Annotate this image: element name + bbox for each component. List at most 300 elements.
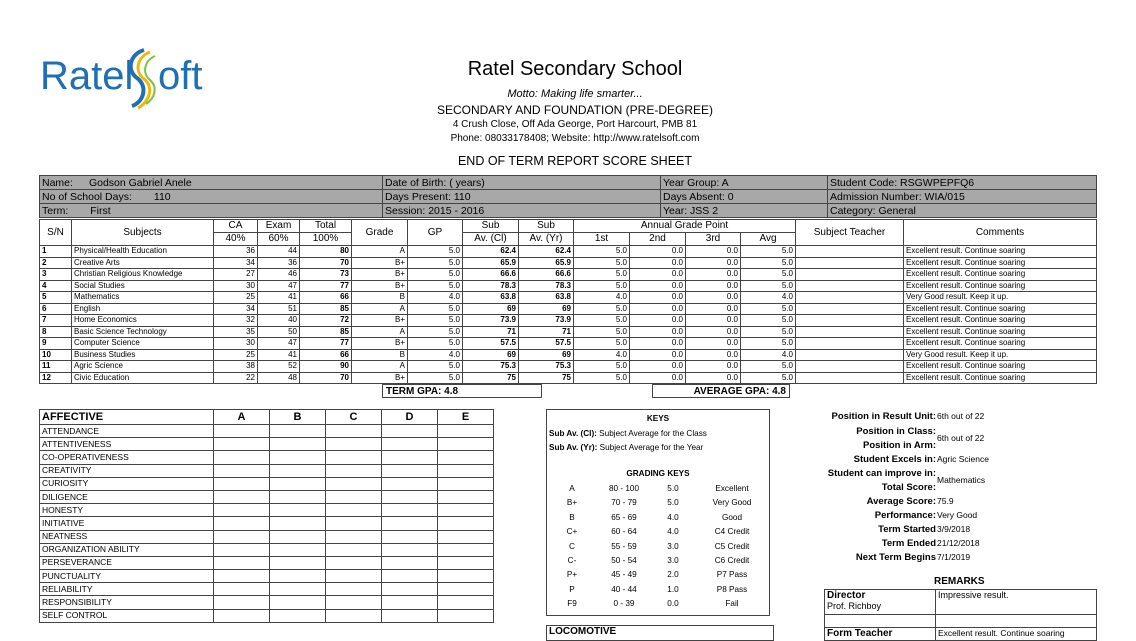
cell-gp: 5.0: [408, 315, 463, 327]
grade-range: 70 - 79: [611, 498, 637, 508]
cell-subject-teacher: [796, 292, 904, 304]
grade-key-row: [547, 542, 769, 551]
affective-rating-cell: [382, 438, 438, 451]
affective-rating-cell: [270, 570, 326, 583]
affective-rating-cell: [382, 477, 438, 490]
director-remark: Impressive result.: [936, 590, 1097, 615]
cell-subject: Basic Science Technology: [72, 326, 214, 338]
remarks-table: [824, 589, 1097, 641]
affective-rating-cell: [326, 464, 382, 477]
cell-exam: 41: [258, 349, 300, 361]
cell-agp-1st: 5.0: [574, 315, 630, 327]
cell-agp-avg: 4.0: [741, 349, 796, 361]
affective-trait: ATTENTIVENESS: [40, 438, 214, 451]
affective-rating-cell: [270, 596, 326, 609]
cell-sub-av-yr: 69: [519, 349, 574, 361]
cell-total: 90: [300, 361, 352, 373]
affective-col-header: C: [326, 410, 382, 425]
days-present: Days Present: 110: [383, 190, 661, 204]
cell-subject: English: [72, 303, 214, 315]
score-table: [39, 219, 1097, 384]
cell-agp-1st: 5.0: [574, 257, 630, 269]
cell-subject-teacher: [796, 349, 904, 361]
cell-grade: B: [352, 292, 408, 304]
cell-grade: B+: [352, 372, 408, 384]
director-label: Director: [827, 590, 866, 601]
keys-line-2: Sub Av. (Yr): Subject Average for the Year: [549, 443, 704, 452]
keys-title: KEYS: [646, 414, 670, 423]
cell-exam: 47: [258, 280, 300, 292]
affective-row: [40, 530, 494, 543]
grade-point: 4.0: [667, 512, 679, 522]
affective-trait: SELF CONTROL: [40, 609, 214, 622]
cell-agp-avg: 5.0: [741, 257, 796, 269]
cell-subject-teacher: [796, 361, 904, 373]
affective-rating-cell: [382, 530, 438, 543]
cell-agp-1st: 5.0: [574, 326, 630, 338]
cell-agp-3rd: 0.0: [686, 246, 741, 258]
cell-agp-1st: 5.0: [574, 338, 630, 350]
cell-agp-avg: 5.0: [741, 338, 796, 350]
cell-total: 73: [300, 269, 352, 281]
logo-graphic: [40, 44, 220, 114]
cell-subject: Mathematics: [72, 292, 214, 304]
affective-rating-cell: [214, 425, 270, 438]
affective-rating-cell: [214, 609, 270, 622]
cell-sub-av-cl: 62.4: [463, 246, 519, 258]
col-total: Total: [300, 220, 352, 233]
cell-sub-av-cl: 63.8: [463, 292, 519, 304]
cell-subject: Civic Education: [72, 372, 214, 384]
col-comments: Comments: [904, 220, 1097, 246]
col-subjects: Subjects: [72, 220, 214, 246]
ratelsoft-logo: [40, 44, 220, 114]
term-gpa: TERM GPA: 4.8: [383, 385, 542, 398]
grade-desc: C4 Credit: [714, 527, 750, 537]
cell-total: 66: [300, 292, 352, 304]
year: Year: JSS 2: [661, 204, 828, 218]
cell-subject-teacher: [796, 315, 904, 327]
affective-rating-cell: [214, 570, 270, 583]
cell-sub-av-cl: 69: [463, 349, 519, 361]
grade-range: 45 - 49: [611, 570, 637, 580]
col-ca-pct: 40%: [214, 233, 258, 246]
affective-rating-cell: [270, 490, 326, 503]
subject-row: [40, 315, 1097, 327]
col-exam-pct: 60%: [258, 233, 300, 246]
affective-rating-cell: [326, 490, 382, 503]
cell-subject-teacher: [796, 269, 904, 281]
affective-rating-cell: [214, 464, 270, 477]
grade-letter: C+: [566, 527, 578, 537]
affective-rating-cell: [214, 596, 270, 609]
cell-agp-2nd: 0.0: [630, 315, 686, 327]
school-days-cell: No of School Days: 110: [40, 190, 383, 204]
cell-comment: Excellent result. Continue soaring: [904, 280, 1097, 292]
cell-total: 85: [300, 326, 352, 338]
subject-row: [40, 280, 1097, 292]
affective-rating-cell: [270, 425, 326, 438]
cell-sub-av-yr: 69: [519, 303, 574, 315]
col-gp: GP: [408, 220, 463, 246]
affective-rating-cell: [270, 517, 326, 530]
grade-letter: P: [569, 584, 575, 594]
affective-rating-cell: [326, 451, 382, 464]
cell-ca: 22: [214, 372, 258, 384]
cell-ca: 35: [214, 326, 258, 338]
school-motto: Motto: Making life smarter...: [507, 88, 643, 100]
cell-subject: Computer Science: [72, 338, 214, 350]
affective-rating-cell: [326, 530, 382, 543]
logo-text-left: Ratel: [40, 54, 134, 98]
affective-rating-cell: [438, 530, 494, 543]
grade-desc: P7 Pass: [716, 570, 748, 580]
cell-sn: 3: [40, 269, 72, 281]
cell-agp-avg: 5.0: [741, 315, 796, 327]
school-address: 4 Crush Close, Off Ada George, Port Harcourt, PMB 81: [452, 119, 698, 130]
report-title: END OF TERM REPORT SCORE SHEET: [457, 154, 693, 168]
cell-gp: 4.0: [408, 349, 463, 361]
affective-rating-cell: [438, 609, 494, 622]
cell-gp: 4.0: [408, 292, 463, 304]
category: Category: General: [828, 204, 1097, 218]
cell-subject: Physical/Health Education: [72, 246, 214, 258]
cell-agp-2nd: 0.0: [630, 303, 686, 315]
affective-row: [40, 543, 494, 556]
cell-agp-2nd: 0.0: [630, 292, 686, 304]
affective-rating-cell: [214, 530, 270, 543]
affective-rating-cell: [382, 570, 438, 583]
cell-comment: Very Good result. Keep it up.: [904, 292, 1097, 304]
cell-subject: Creative Arts: [72, 257, 214, 269]
grade-range: 65 - 69: [611, 512, 637, 522]
cell-subject-teacher: [796, 280, 904, 292]
subject-row: [40, 349, 1097, 361]
cell-total: 66: [300, 349, 352, 361]
cell-sub-av-cl: 57.5: [463, 338, 519, 350]
cell-sn: 11: [40, 361, 72, 373]
affective-trait: HONESTY: [40, 504, 214, 517]
affective-rating-cell: [270, 556, 326, 569]
affective-rating-cell: [438, 517, 494, 530]
cell-subject-teacher: [796, 246, 904, 258]
affective-rating-cell: [438, 464, 494, 477]
affective-rating-cell: [326, 517, 382, 530]
cell-comment: Very Good result. Keep it up.: [904, 349, 1097, 361]
col-sn: S/N: [40, 220, 72, 246]
affective-rating-cell: [270, 530, 326, 543]
affective-rating-cell: [382, 609, 438, 622]
cell-exam: 47: [258, 338, 300, 350]
affective-rating-cell: [214, 543, 270, 556]
cell-gp: 5.0: [408, 280, 463, 292]
cell-exam: 46: [258, 269, 300, 281]
grade-point: 2.0: [667, 570, 679, 580]
affective-col-header: E: [438, 410, 494, 425]
affective-rating-cell: [382, 517, 438, 530]
grade-range: 50 - 54: [611, 556, 637, 565]
director-name: Prof. Richboy: [827, 601, 882, 611]
affective-rating-cell: [214, 583, 270, 596]
grade-key-row: [547, 556, 769, 565]
grade-letter: B+: [566, 498, 578, 508]
cell-agp-3rd: 0.0: [686, 280, 741, 292]
cell-ca: 30: [214, 280, 258, 292]
director-cell: [825, 590, 936, 615]
cell-agp-3rd: 0.0: [686, 315, 741, 327]
cell-sn: 1: [40, 246, 72, 258]
cell-sub-av-yr: 66.6: [519, 269, 574, 281]
affective-row: [40, 438, 494, 451]
subject-row: [40, 292, 1097, 304]
grade-key-row: [547, 513, 769, 522]
subject-row: [40, 257, 1097, 269]
grade-point: 3.0: [667, 541, 679, 551]
cell-sn: 6: [40, 303, 72, 315]
logo-text-right: oft: [158, 54, 203, 98]
grade-point: 1.0: [667, 584, 679, 594]
cell-grade: A: [352, 361, 408, 373]
cell-comment: Excellent result. Continue soaring: [904, 326, 1097, 338]
grade-key-row: [547, 527, 769, 536]
affective-rating-cell: [326, 583, 382, 596]
affective-rating-cell: [214, 451, 270, 464]
keys-box: [546, 409, 770, 616]
cell-agp-avg: 5.0: [741, 280, 796, 292]
grade-key-row: [547, 599, 769, 608]
col-annual-grade-point: Annual Grade Point: [574, 220, 796, 233]
affective-rating-cell: [438, 543, 494, 556]
grading-keys-title: GRADING KEYS: [626, 469, 690, 478]
form-teacher-label: Form Teacher: [825, 628, 936, 641]
cell-agp-2nd: 0.0: [630, 361, 686, 373]
affective-rating-cell: [270, 451, 326, 464]
cell-agp-3rd: 0.0: [686, 338, 741, 350]
cell-agp-2nd: 0.0: [630, 280, 686, 292]
cell-gp: 5.0: [408, 269, 463, 281]
affective-trait: NEATNESS: [40, 530, 214, 543]
affective-rating-cell: [382, 596, 438, 609]
affective-row: [40, 609, 494, 622]
affective-rating-cell: [438, 451, 494, 464]
admission-number: Admission Number: WIA/015: [828, 190, 1097, 204]
affective-col-header: B: [270, 410, 326, 425]
affective-rating-cell: [438, 556, 494, 569]
grade-letter: C: [569, 541, 575, 551]
cell-agp-2nd: 0.0: [630, 338, 686, 350]
cell-comment: Excellent result. Continue soaring: [904, 269, 1097, 281]
affective-trait: PUNCTUALITY: [40, 570, 214, 583]
cell-exam: 50: [258, 326, 300, 338]
cell-agp-3rd: 0.0: [686, 326, 741, 338]
cell-exam: 40: [258, 315, 300, 327]
affective-rating-cell: [270, 609, 326, 622]
cell-total: 85: [300, 303, 352, 315]
cell-subject: Social Studies: [72, 280, 214, 292]
subject-row: [40, 372, 1097, 384]
cell-agp-avg: 5.0: [741, 303, 796, 315]
col-avg: Avg: [741, 233, 796, 246]
grade-point: 5.0: [667, 484, 679, 493]
cell-sub-av-yr: 75.3: [519, 361, 574, 373]
affective-rating-cell: [214, 556, 270, 569]
school-contact: Phone: 08033178408; Website: http://www.ratelsoft.com: [450, 133, 700, 144]
affective-rating-cell: [326, 570, 382, 583]
cell-ca: 25: [214, 349, 258, 361]
affective-trait: INITIATIVE: [40, 517, 214, 530]
affective-rating-cell: [326, 504, 382, 517]
affective-row: [40, 464, 494, 477]
affective-rating-cell: [326, 477, 382, 490]
cell-ca: 36: [214, 246, 258, 258]
session: Session: 2015 - 2016: [383, 204, 661, 218]
cell-sub-av-yr: 71: [519, 326, 574, 338]
affective-rating-cell: [382, 425, 438, 438]
col-total-pct: 100%: [300, 233, 352, 246]
col-2nd: 2nd: [630, 233, 686, 246]
remarks-title: REMARKS: [934, 576, 985, 587]
cell-gp: 5.0: [408, 361, 463, 373]
cell-sub-av-cl: 73.9: [463, 315, 519, 327]
affective-rating-cell: [382, 583, 438, 596]
affective-rating-cell: [326, 556, 382, 569]
affective-col-header: A: [214, 410, 270, 425]
affective-header-row: [40, 410, 494, 425]
affective-col-header: D: [382, 410, 438, 425]
term-cell: Term: First: [40, 204, 383, 218]
affective-rating-cell: [214, 504, 270, 517]
affective-title: AFFECTIVE: [40, 410, 214, 425]
affective-rating-cell: [326, 425, 382, 438]
col-sub-yr: Sub: [519, 220, 574, 233]
grade-desc: C5 Credit: [714, 541, 750, 551]
locomotive-title: LOCOMOTIVE: [546, 625, 774, 641]
student-info-table: [39, 175, 1097, 218]
grade-letter: A: [569, 484, 575, 493]
cell-sn: 4: [40, 280, 72, 292]
cell-sub-av-cl: 75.3: [463, 361, 519, 373]
cell-total: 77: [300, 338, 352, 350]
cell-subject-teacher: [796, 303, 904, 315]
cell-agp-3rd: 0.0: [686, 269, 741, 281]
cell-grade: B: [352, 349, 408, 361]
cell-subject-teacher: [796, 372, 904, 384]
cell-sub-av-cl: 69: [463, 303, 519, 315]
cell-agp-3rd: 0.0: [686, 349, 741, 361]
cell-sub-av-yr: 75: [519, 372, 574, 384]
grade-range: 40 - 44: [611, 584, 637, 594]
cell-gp: 5.0: [408, 326, 463, 338]
cell-exam: 51: [258, 303, 300, 315]
cell-agp-3rd: 0.0: [686, 292, 741, 304]
affective-rating-cell: [382, 543, 438, 556]
cell-agp-2nd: 0.0: [630, 269, 686, 281]
affective-row: [40, 596, 494, 609]
affective-rating-cell: [270, 504, 326, 517]
affective-rating-cell: [270, 583, 326, 596]
cell-agp-avg: 4.0: [741, 292, 796, 304]
cell-agp-3rd: 0.0: [686, 257, 741, 269]
cell-subject: Home Economics: [72, 315, 214, 327]
affective-trait: ORGANIZATION ABILITY: [40, 543, 214, 556]
grade-key-row: [547, 498, 769, 507]
cell-sub-av-cl: 71: [463, 326, 519, 338]
grade-key-row: [547, 570, 769, 579]
affective-rating-cell: [270, 477, 326, 490]
affective-trait: CO-OPERATIVENESS: [40, 451, 214, 464]
affective-rating-cell: [382, 451, 438, 464]
cell-agp-3rd: 0.0: [686, 361, 741, 373]
grade-point: 0.0: [667, 599, 679, 609]
grade-desc: Fail: [725, 599, 739, 609]
cell-exam: 44: [258, 246, 300, 258]
cell-sn: 8: [40, 326, 72, 338]
affective-row: [40, 570, 494, 583]
col-3rd: 3rd: [686, 233, 741, 246]
cell-comment: Excellent result. Continue soaring: [904, 315, 1097, 327]
affective-rating-cell: [382, 504, 438, 517]
cell-sub-av-yr: 57.5: [519, 338, 574, 350]
affective-rating-cell: [270, 438, 326, 451]
affective-rating-cell: [438, 504, 494, 517]
cell-ca: 25: [214, 292, 258, 304]
cell-sub-av-yr: 63.8: [519, 292, 574, 304]
cell-agp-1st: 5.0: [574, 280, 630, 292]
col-1st: 1st: [574, 233, 630, 246]
cell-ca: 34: [214, 257, 258, 269]
cell-grade: A: [352, 303, 408, 315]
col-subject-teacher: Subject Teacher: [796, 220, 904, 246]
affective-rating-cell: [438, 490, 494, 503]
affective-rating-cell: [382, 490, 438, 503]
cell-agp-avg: 5.0: [741, 361, 796, 373]
cell-grade: A: [352, 246, 408, 258]
cell-agp-2nd: 0.0: [630, 349, 686, 361]
grade-point: 5.0: [667, 498, 679, 508]
affective-trait: ATTENDANCE: [40, 425, 214, 438]
gpa-table: [382, 384, 790, 398]
cell-agp-2nd: 0.0: [630, 326, 686, 338]
affective-rating-cell: [438, 425, 494, 438]
subject-row: [40, 338, 1097, 350]
affective-trait: RELIABILITY: [40, 583, 214, 596]
affective-rating-cell: [326, 596, 382, 609]
cell-ca: 34: [214, 303, 258, 315]
cell-ca: 30: [214, 338, 258, 350]
cell-grade: B+: [352, 257, 408, 269]
affective-row: [40, 504, 494, 517]
grade-desc: C6 Credit: [714, 556, 750, 565]
affective-trait: PERSEVERANCE: [40, 556, 214, 569]
grade-desc: Very Good: [712, 498, 752, 508]
cell-comment: Excellent result. Continue soaring: [904, 303, 1097, 315]
cell-sn: 10: [40, 349, 72, 361]
cell-grade: B+: [352, 315, 408, 327]
cell-subject: Business Studies: [72, 349, 214, 361]
cell-ca: 38: [214, 361, 258, 373]
grade-point: 4.0: [667, 527, 679, 537]
cell-sub-av-yr: 62.4: [519, 246, 574, 258]
affective-rating-cell: [382, 464, 438, 477]
cell-total: 70: [300, 257, 352, 269]
student-name: Godson Gabriel Anele: [88, 176, 192, 189]
cell-agp-1st: 5.0: [574, 361, 630, 373]
cell-comment: Excellent result. Continue soaring: [904, 338, 1097, 350]
cell-agp-2nd: 0.0: [630, 257, 686, 269]
cell-agp-1st: 5.0: [574, 303, 630, 315]
student-code: Student Code: RSGWPEPFQ6: [828, 176, 1097, 190]
cell-exam: 41: [258, 292, 300, 304]
